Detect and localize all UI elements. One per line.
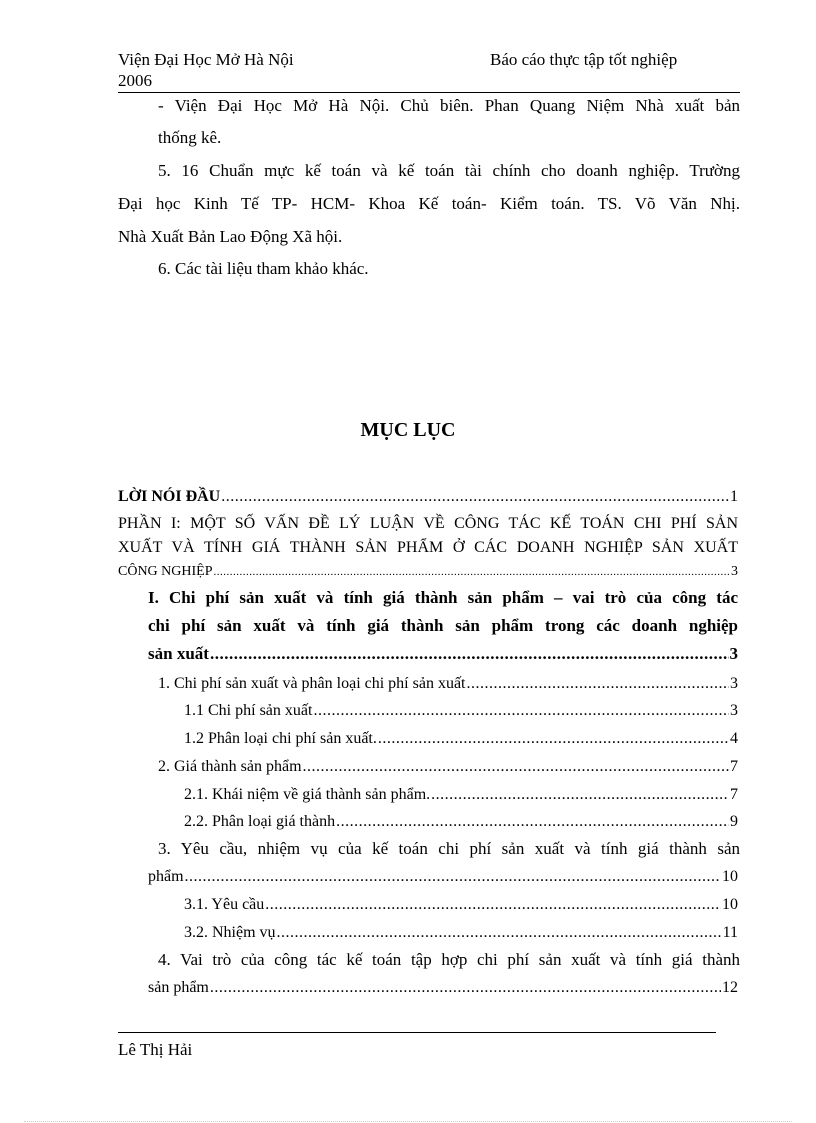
toc-page-number: 11 [722, 924, 738, 941]
toc-entry-text: 2.1. Khái niệm về giá thành sản phẩm. [184, 786, 431, 803]
footer-author: Lê Thị Hải [118, 1040, 193, 1059]
toc-page-number: 12 [722, 979, 738, 996]
reference-4-line-1: - Viện Đại Học Mở Hà Nội. Chủ biên. Phan Quang Niệm Nhà xuất bản [158, 96, 740, 115]
toc-section1-line-1[interactable]: I. Chi phí sản xuất và tính giá thành sản phẩm – vai trò của công tác [148, 588, 738, 607]
toc-leader-dots [214, 561, 731, 583]
header-year: 2006 [118, 71, 152, 90]
toc-page-number: 7 [730, 786, 738, 803]
toc-entry-2-2[interactable] [184, 811, 738, 833]
toc-leader-dots [277, 922, 722, 944]
toc-leader-dots [336, 811, 729, 833]
toc-leader-dots [221, 486, 729, 508]
toc-entry-phan1[interactable] [118, 561, 738, 583]
toc-leader-dots [185, 866, 721, 888]
toc-entry-3-2[interactable] [184, 922, 738, 944]
toc-leader-dots [210, 643, 729, 665]
page-bottom-edge [24, 1121, 792, 1122]
toc-entry-loi-noi-dau[interactable] [118, 486, 738, 508]
footer-divider [118, 1032, 716, 1033]
toc-entry-section1[interactable] [148, 643, 738, 665]
toc-entry-text: sản xuất [148, 644, 209, 663]
toc-entry-text: sản phẩm [148, 979, 209, 996]
toc-leader-dots [378, 728, 729, 750]
reference-5-line-1: 5. 16 Chuẩn mực kế toán và kế toán tài chính cho doanh nghiệp. Trường [158, 161, 740, 180]
toc-page-number: 3 [731, 564, 738, 579]
toc-page-number: 9 [730, 813, 738, 830]
toc-page-number: 1 [730, 488, 738, 505]
toc-item3-line-1[interactable]: 3. Yêu cầu, nhiệm vụ của kế toán chi phí sản xuất và tính giá thành sản [158, 839, 740, 858]
toc-entry-3[interactable] [148, 866, 738, 888]
toc-entry-1-2[interactable] [184, 728, 738, 750]
toc-entry-text: CÔNG NGHIỆP [118, 564, 213, 579]
toc-entry-text: 2. Giá thành sản phẩm [158, 758, 302, 775]
toc-entry-4[interactable] [148, 977, 738, 999]
toc-phan1-line-1[interactable]: PHẦN I: MỘT SỐ VẤN ĐỀ LÝ LUẬN VỀ CÔNG TÁC KẾ TOÁN CHI PHÍ SẢN [118, 515, 738, 532]
toc-page-number: 7 [730, 758, 738, 775]
toc-entry-text: 1. Chi phí sản xuất và phân loại chi phí sản xuất [158, 675, 466, 692]
toc-title: MỤC LỤC [360, 419, 456, 441]
toc-entry-text: LỜI NÓI ĐẦU [118, 488, 221, 505]
toc-entry-text: 3.2. Nhiệm vụ [184, 924, 276, 941]
toc-page-number: 10 [722, 868, 738, 885]
toc-leader-dots [210, 977, 721, 999]
reference-4-line-2: thống kê. [158, 128, 222, 147]
toc-page-number: 3 [730, 675, 738, 692]
toc-leader-dots [431, 784, 729, 806]
toc-phan1-line-2[interactable]: XUẤT VÀ TÍNH GIÁ THÀNH SẢN PHẨM Ở CÁC DOANH NGHIỆP SẢN XUẤT [118, 539, 738, 556]
toc-entry-text: phẩm [148, 868, 184, 885]
toc-leader-dots [303, 756, 729, 778]
toc-entry-1-1[interactable] [184, 700, 738, 722]
toc-entry-1[interactable] [158, 673, 738, 695]
toc-page-number: 4 [730, 730, 738, 747]
toc-page-number: 10 [722, 896, 738, 913]
toc-entry-3-1[interactable] [184, 894, 738, 916]
toc-entry-text: 2.2. Phân loại giá thành [184, 813, 336, 830]
header-divider [118, 92, 740, 93]
toc-leader-dots [467, 673, 730, 695]
toc-entry-2[interactable] [158, 756, 738, 778]
toc-entry-text: 1.1 Chi phí sản xuất [184, 702, 313, 719]
reference-6: 6. Các tài liệu tham khảo khác. [158, 259, 369, 278]
reference-5-line-2: Đại học Kinh Tế TP- HCM- Khoa Kế toán- Kiểm toán. TS. Võ Văn Nhị. [118, 194, 740, 213]
toc-section1-line-2[interactable]: chi phí sản xuất và tính giá thành sản phẩm trong các doanh nghiệp [148, 616, 738, 635]
header-institution: Viện Đại Học Mở Hà Nội [118, 50, 294, 69]
toc-leader-dots [313, 700, 729, 722]
toc-item4-line-1[interactable]: 4. Vai trò của công tác kế toán tập hợp chi phí sản xuất và tính giá thành [158, 950, 740, 969]
toc-entry-text: 1.2 Phân loại chi phí sản xuất. [184, 730, 377, 747]
toc-page-number: 3 [730, 702, 738, 719]
toc-leader-dots [265, 894, 721, 916]
reference-5-line-3: Nhà Xuất Bản Lao Động Xã hội. [118, 227, 343, 246]
toc-entry-2-1[interactable] [184, 784, 738, 806]
header-report-title: Báo cáo thực tập tốt nghiệp [490, 50, 678, 69]
toc-entry-text: 3.1. Yêu cầu [184, 896, 265, 913]
toc-page-number: 3 [729, 644, 738, 663]
